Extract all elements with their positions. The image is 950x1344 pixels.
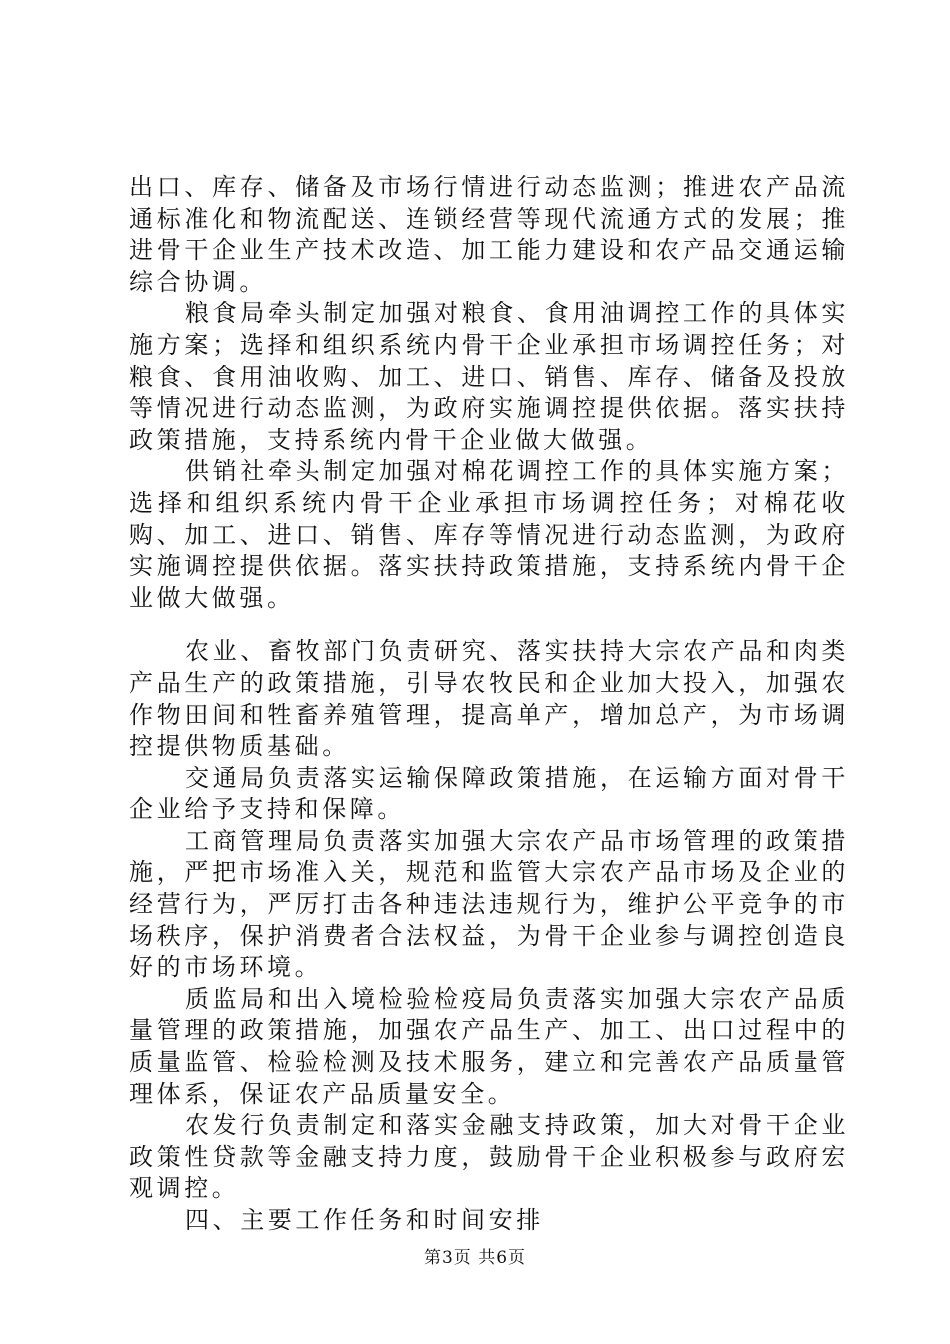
section-heading: 四、主要工作任务和时间安排 xyxy=(185,1206,544,1234)
paragraph-agricultural-development-bank: 农发行负责制定和落实金融支持政策，加大对骨干企业政策性贷款等金融支持力度，鼓励骨干企业积极参与政府宏观调控。 xyxy=(129,1111,849,1203)
paragraph-agriculture-livestock: 农业、畜牧部门负责研究、落实扶持大宗农产品和肉类产品生产的政策措施，引导农牧民和企业加大投入，加强农作物田间和牲畜养殖管理，提高单产，增加总产，为市场调控提供物质基础。 xyxy=(129,637,849,761)
paragraph-transport-bureau: 交通局负责落实运输保障政策措施，在运输方面对骨干企业给予支持和保障。 xyxy=(129,763,849,824)
paragraph-continuation: 出口、库存、储备及市场行情进行动态监测；推进农产品流通标准化和物流配送、连锁经营等现代流通方式的发展；推进骨干企业生产技术改造、加工能力建设和农产品交通运输综合协调。 xyxy=(129,173,849,296)
paragraph-industry-commerce: 工商管理局负责落实加强大宗农产品市场管理的政策措施，严把市场准入关，规范和监管大宗农产品市场及企业的经营行为，严厉打击各种违法违规行为，维护公平竞争的市场秩序，保护消费者合法权益，为骨干企业参与调控创造良好的市场环境。 xyxy=(129,826,849,982)
page-number-footer: 第3页 共6页 xyxy=(423,1248,527,1268)
document-body xyxy=(129,172,849,1237)
paragraph-grain-bureau: 粮食局牵头制定加强对粮食、食用油调控工作的具体实施方案；选择和组织系统内骨干企业承担市场调控任务；对粮食、食用油收购、加工、进口、销售、库存、储备及投放等情况进行动态监测，为政府实施调控提供依据。落实扶持政策措施，支持系统内骨干企业做大做强。 xyxy=(129,299,849,454)
paragraph-supply-cooperative: 供销社牵头制定加强对棉花调控工作的具体实施方案；选择和组织系统内骨干企业承担市场调控任务；对棉花收购、加工、进口、销售、库存等情况进行动态监测，为政府实施调控提供依据。落实扶持政策措施，支持系统内骨干企业做大做强。 xyxy=(129,457,849,612)
paragraph-quality-inspection: 质监局和出入境检验检疫局负责落实加强大宗农产品质量管理的政策措施，加强农产品生产、加工、出口过程中的质量监管、检验检测及技术服务，建立和完善农产品质量管理体系，保证农产品质量安全。 xyxy=(129,984,849,1108)
